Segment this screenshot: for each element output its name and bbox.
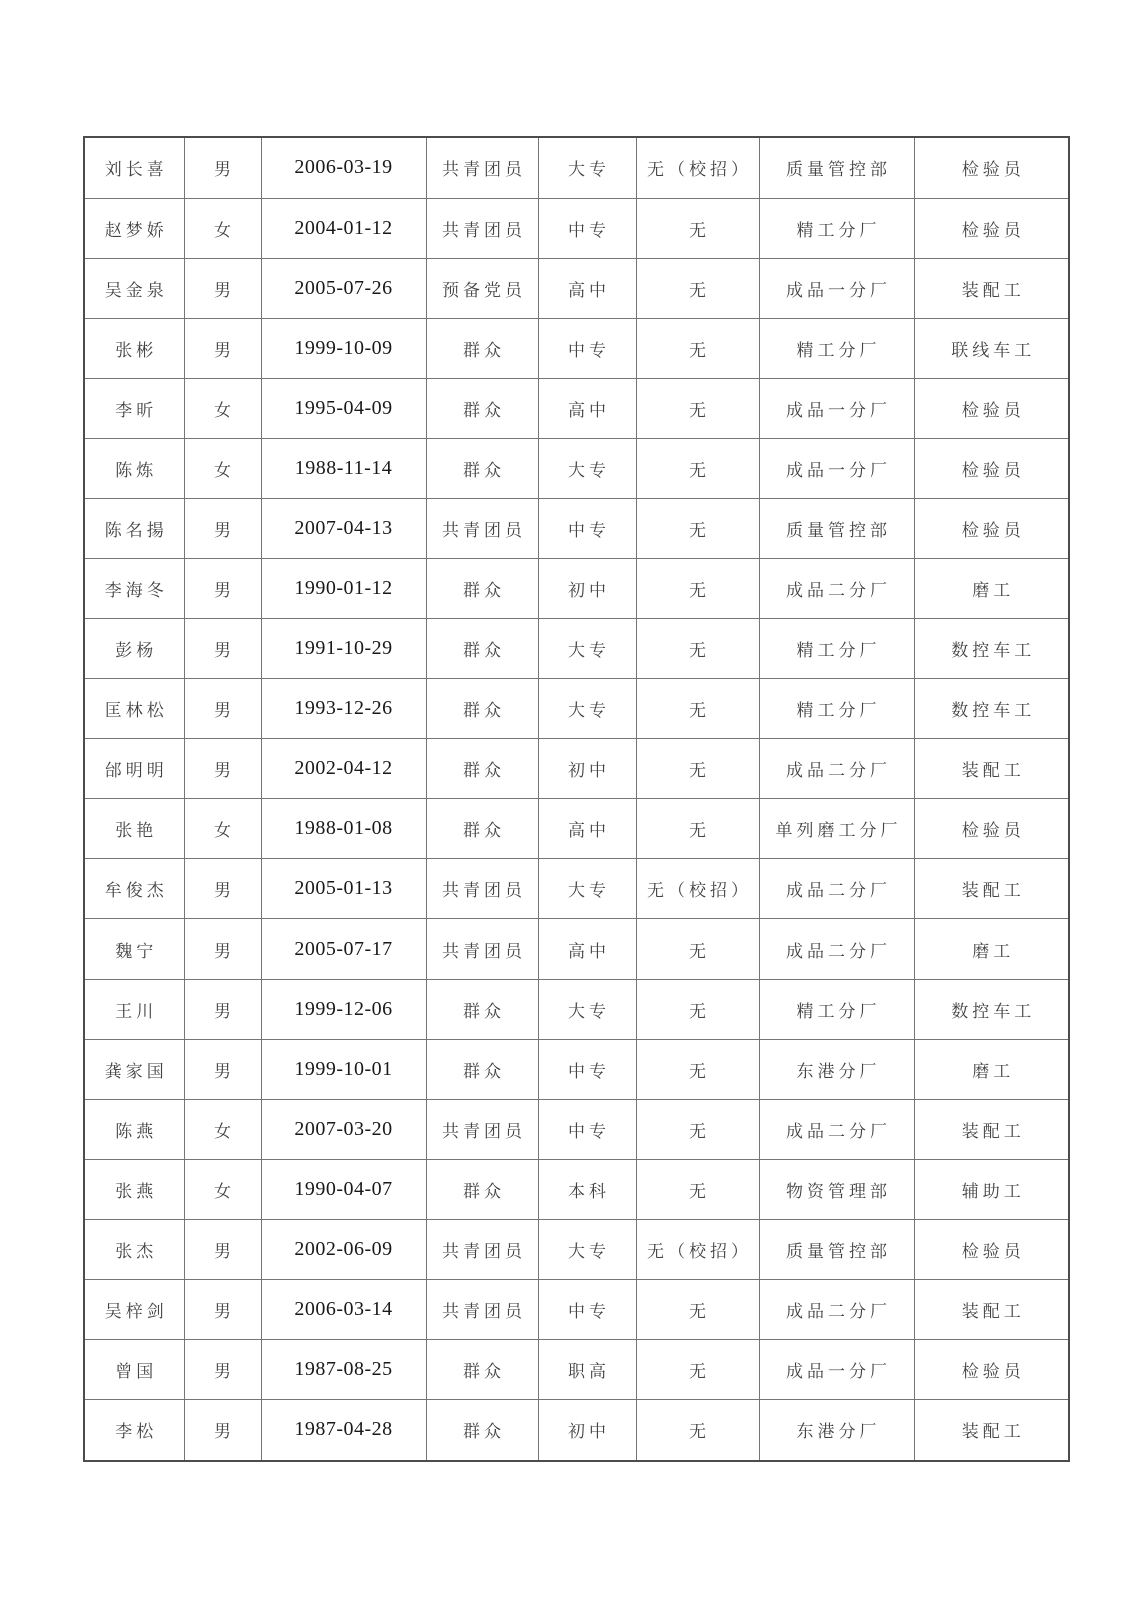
cell-gender: 女 <box>184 799 261 859</box>
cell-education: 初中 <box>538 1399 636 1461</box>
cell-gender: 男 <box>184 919 261 979</box>
cell-education: 大专 <box>538 679 636 739</box>
cell-education: 大专 <box>538 859 636 919</box>
cell-gender: 男 <box>184 499 261 559</box>
cell-job: 磨工 <box>914 919 1069 979</box>
cell-education: 中专 <box>538 318 636 378</box>
cell-politics: 群众 <box>426 979 538 1039</box>
cell-department: 成品二分厂 <box>759 859 914 919</box>
cell-department: 东港分厂 <box>759 1399 914 1461</box>
table-row <box>84 859 1069 919</box>
table-row <box>84 799 1069 859</box>
cell-date: 2006-03-14 <box>261 1279 426 1339</box>
cell-job: 辅助工 <box>914 1159 1069 1219</box>
cell-education: 中专 <box>538 499 636 559</box>
cell-job: 装配工 <box>914 739 1069 799</box>
cell-politics: 群众 <box>426 1159 538 1219</box>
cell-education: 初中 <box>538 739 636 799</box>
cell-education: 高中 <box>538 919 636 979</box>
cell-job: 装配工 <box>914 1399 1069 1461</box>
cell-department: 精工分厂 <box>759 198 914 258</box>
cell-politics: 群众 <box>426 619 538 679</box>
cell-job: 检验员 <box>914 1219 1069 1279</box>
cell-name: 张杰 <box>84 1219 184 1279</box>
cell-note: 无 <box>636 378 759 438</box>
cell-name: 陈燕 <box>84 1099 184 1159</box>
cell-note: 无（校招） <box>636 859 759 919</box>
cell-date: 1995-04-09 <box>261 378 426 438</box>
cell-name: 邰明明 <box>84 739 184 799</box>
cell-date: 1999-10-09 <box>261 318 426 378</box>
cell-gender: 女 <box>184 1099 261 1159</box>
cell-date: 1988-11-14 <box>261 438 426 498</box>
cell-note: 无 <box>636 1039 759 1099</box>
cell-job: 检验员 <box>914 499 1069 559</box>
cell-note: 无 <box>636 619 759 679</box>
cell-department: 东港分厂 <box>759 1039 914 1099</box>
table-row <box>84 979 1069 1039</box>
cell-politics: 群众 <box>426 1399 538 1461</box>
cell-department: 质量管控部 <box>759 137 914 198</box>
cell-gender: 男 <box>184 679 261 739</box>
cell-job: 装配工 <box>914 258 1069 318</box>
cell-department: 成品二分厂 <box>759 739 914 799</box>
cell-job: 磨工 <box>914 1039 1069 1099</box>
cell-department: 精工分厂 <box>759 979 914 1039</box>
cell-note: 无 <box>636 679 759 739</box>
cell-note: 无 <box>636 1399 759 1461</box>
cell-department: 物资管理部 <box>759 1159 914 1219</box>
cell-department: 成品二分厂 <box>759 1279 914 1339</box>
cell-note: 无 <box>636 559 759 619</box>
cell-job: 检验员 <box>914 198 1069 258</box>
cell-education: 大专 <box>538 137 636 198</box>
cell-name: 王川 <box>84 979 184 1039</box>
cell-job: 数控车工 <box>914 679 1069 739</box>
cell-gender: 女 <box>184 378 261 438</box>
cell-education: 大专 <box>538 619 636 679</box>
cell-date: 2005-07-17 <box>261 919 426 979</box>
cell-date: 1988-01-08 <box>261 799 426 859</box>
cell-gender: 男 <box>184 137 261 198</box>
table-row <box>84 619 1069 679</box>
cell-gender: 男 <box>184 258 261 318</box>
cell-job: 检验员 <box>914 799 1069 859</box>
table-row <box>84 1039 1069 1099</box>
cell-note: 无（校招） <box>636 137 759 198</box>
table-row <box>84 1399 1069 1461</box>
cell-education: 大专 <box>538 438 636 498</box>
cell-note: 无 <box>636 1159 759 1219</box>
cell-politics: 群众 <box>426 1039 538 1099</box>
cell-politics: 预备党员 <box>426 258 538 318</box>
cell-date: 2002-06-09 <box>261 1219 426 1279</box>
cell-name: 陈炼 <box>84 438 184 498</box>
cell-date: 1987-08-25 <box>261 1339 426 1399</box>
cell-gender: 男 <box>184 1339 261 1399</box>
cell-gender: 男 <box>184 1399 261 1461</box>
cell-gender: 男 <box>184 1219 261 1279</box>
table-row <box>84 559 1069 619</box>
cell-date: 2007-03-20 <box>261 1099 426 1159</box>
cell-name: 吴梓剑 <box>84 1279 184 1339</box>
cell-date: 1999-10-01 <box>261 1039 426 1099</box>
personnel-table <box>83 136 1070 1462</box>
cell-politics: 群众 <box>426 559 538 619</box>
table-row <box>84 679 1069 739</box>
cell-date: 1987-04-28 <box>261 1399 426 1461</box>
cell-note: 无 <box>636 198 759 258</box>
cell-politics: 共青团员 <box>426 1219 538 1279</box>
cell-name: 李松 <box>84 1399 184 1461</box>
cell-date: 1991-10-29 <box>261 619 426 679</box>
table-row <box>84 739 1069 799</box>
cell-name: 张彬 <box>84 318 184 378</box>
cell-politics: 共青团员 <box>426 499 538 559</box>
cell-job: 检验员 <box>914 378 1069 438</box>
cell-politics: 群众 <box>426 378 538 438</box>
cell-name: 李昕 <box>84 378 184 438</box>
cell-job: 装配工 <box>914 859 1069 919</box>
cell-gender: 男 <box>184 1039 261 1099</box>
cell-department: 成品一分厂 <box>759 438 914 498</box>
cell-education: 大专 <box>538 1219 636 1279</box>
cell-note: 无 <box>636 919 759 979</box>
cell-politics: 共青团员 <box>426 1279 538 1339</box>
cell-gender: 女 <box>184 438 261 498</box>
cell-note: 无 <box>636 1099 759 1159</box>
cell-date: 2007-04-13 <box>261 499 426 559</box>
cell-date: 2006-03-19 <box>261 137 426 198</box>
cell-job: 检验员 <box>914 137 1069 198</box>
cell-name: 吴金泉 <box>84 258 184 318</box>
cell-department: 成品一分厂 <box>759 258 914 318</box>
cell-job: 磨工 <box>914 559 1069 619</box>
cell-job: 装配工 <box>914 1099 1069 1159</box>
cell-note: 无 <box>636 438 759 498</box>
cell-date: 1990-01-12 <box>261 559 426 619</box>
table-row <box>84 438 1069 498</box>
cell-education: 中专 <box>538 1099 636 1159</box>
cell-note: 无 <box>636 499 759 559</box>
table-row <box>84 499 1069 559</box>
cell-gender: 男 <box>184 979 261 1039</box>
cell-education: 本科 <box>538 1159 636 1219</box>
table-row <box>84 1279 1069 1339</box>
cell-politics: 群众 <box>426 318 538 378</box>
cell-education: 职高 <box>538 1339 636 1399</box>
cell-name: 陈名揚 <box>84 499 184 559</box>
cell-department: 精工分厂 <box>759 679 914 739</box>
cell-name: 李海冬 <box>84 559 184 619</box>
cell-gender: 男 <box>184 559 261 619</box>
cell-department: 成品二分厂 <box>759 559 914 619</box>
cell-gender: 男 <box>184 619 261 679</box>
cell-department: 成品一分厂 <box>759 1339 914 1399</box>
cell-department: 成品二分厂 <box>759 919 914 979</box>
cell-note: 无 <box>636 979 759 1039</box>
cell-education: 中专 <box>538 1279 636 1339</box>
cell-job: 装配工 <box>914 1279 1069 1339</box>
cell-name: 龚家国 <box>84 1039 184 1099</box>
cell-date: 2002-04-12 <box>261 739 426 799</box>
cell-education: 初中 <box>538 559 636 619</box>
cell-politics: 共青团员 <box>426 919 538 979</box>
cell-gender: 男 <box>184 1279 261 1339</box>
table-row <box>84 318 1069 378</box>
cell-name: 匡林松 <box>84 679 184 739</box>
cell-department: 精工分厂 <box>759 619 914 679</box>
table-row <box>84 1219 1069 1279</box>
cell-job: 数控车工 <box>914 979 1069 1039</box>
cell-gender: 男 <box>184 318 261 378</box>
cell-politics: 群众 <box>426 739 538 799</box>
cell-department: 质量管控部 <box>759 499 914 559</box>
cell-note: 无 <box>636 258 759 318</box>
cell-gender: 女 <box>184 198 261 258</box>
cell-gender: 男 <box>184 739 261 799</box>
cell-job: 检验员 <box>914 1339 1069 1399</box>
cell-politics: 群众 <box>426 1339 538 1399</box>
cell-department: 成品一分厂 <box>759 378 914 438</box>
cell-politics: 共青团员 <box>426 1099 538 1159</box>
cell-date: 1999-12-06 <box>261 979 426 1039</box>
cell-name: 张艳 <box>84 799 184 859</box>
table-row <box>84 378 1069 438</box>
cell-note: 无 <box>636 739 759 799</box>
cell-name: 曾国 <box>84 1339 184 1399</box>
cell-note: 无（校招） <box>636 1219 759 1279</box>
cell-date: 1993-12-26 <box>261 679 426 739</box>
cell-date: 2005-07-26 <box>261 258 426 318</box>
cell-education: 中专 <box>538 1039 636 1099</box>
cell-name: 刘长喜 <box>84 137 184 198</box>
cell-name: 张燕 <box>84 1159 184 1219</box>
cell-date: 2004-01-12 <box>261 198 426 258</box>
table-row <box>84 1159 1069 1219</box>
cell-department: 成品二分厂 <box>759 1099 914 1159</box>
cell-education: 高中 <box>538 799 636 859</box>
cell-politics: 共青团员 <box>426 859 538 919</box>
cell-education: 高中 <box>538 258 636 318</box>
cell-note: 无 <box>636 799 759 859</box>
table-row <box>84 1339 1069 1399</box>
cell-job: 检验员 <box>914 438 1069 498</box>
cell-job: 数控车工 <box>914 619 1069 679</box>
cell-date: 1990-04-07 <box>261 1159 426 1219</box>
cell-politics: 群众 <box>426 438 538 498</box>
table-row <box>84 919 1069 979</box>
cell-education: 高中 <box>538 378 636 438</box>
cell-name: 魏宁 <box>84 919 184 979</box>
cell-department: 质量管控部 <box>759 1219 914 1279</box>
table-row <box>84 258 1069 318</box>
cell-job: 联线车工 <box>914 318 1069 378</box>
cell-name: 牟俊杰 <box>84 859 184 919</box>
cell-education: 大专 <box>538 979 636 1039</box>
table-row <box>84 1099 1069 1159</box>
cell-note: 无 <box>636 1339 759 1399</box>
cell-name: 彭杨 <box>84 619 184 679</box>
cell-date: 2005-01-13 <box>261 859 426 919</box>
cell-note: 无 <box>636 1279 759 1339</box>
cell-education: 中专 <box>538 198 636 258</box>
table-row <box>84 198 1069 258</box>
cell-gender: 男 <box>184 859 261 919</box>
cell-name: 赵梦娇 <box>84 198 184 258</box>
cell-politics: 群众 <box>426 799 538 859</box>
table-row <box>84 137 1069 198</box>
cell-gender: 女 <box>184 1159 261 1219</box>
cell-department: 精工分厂 <box>759 318 914 378</box>
cell-department: 单列磨工分厂 <box>759 799 914 859</box>
cell-politics: 共青团员 <box>426 198 538 258</box>
cell-note: 无 <box>636 318 759 378</box>
cell-politics: 群众 <box>426 679 538 739</box>
cell-politics: 共青团员 <box>426 137 538 198</box>
personnel-table-body <box>84 137 1069 1461</box>
